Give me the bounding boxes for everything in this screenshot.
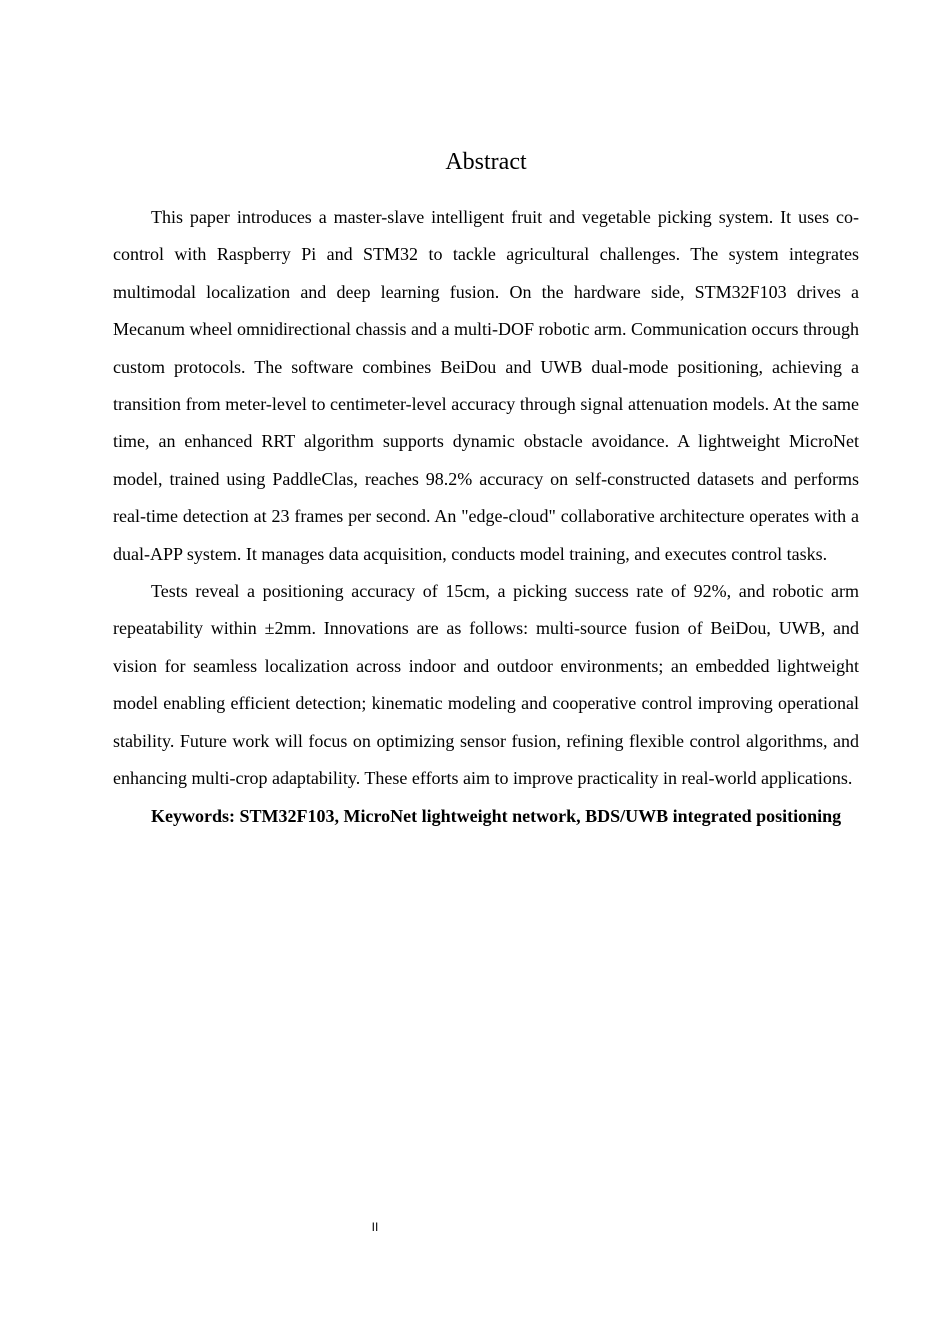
keywords-value: STM32F103, MicroNet lightweight network, BDS/UWB integrated positioning — [239, 805, 842, 826]
abstract-title: Abstract — [445, 149, 527, 175]
abstract-paragraph-2: Tests reveal a positioning accuracy of 15cm, a picking success rate of 92%, and robotic arm repeatability within ±2mm. Innovations are as follows: multi-source fusion of BeiDou, UWB, and vision for seamless localization across indoor and outdoor environments; an embedded lightweight model enabling efficient detection; kinematic modeling and cooperative control improving operational stability. Future work will focus on optimizing sensor fusion, refining flexible control algorithms, and enhancing multi-crop adaptability. These efforts aim to improve practicality in real-world applications. — [113, 581, 859, 789]
abstract-body — [113, 199, 859, 835]
keywords-label: Keywords: — [151, 805, 235, 826]
page-number: II — [371, 1220, 379, 1234]
keywords-line — [113, 798, 859, 835]
abstract-paragraph-1: This paper introduces a master-slave intelligent fruit and vegetable picking system. It uses co-control with Raspberry Pi and STM32 to tackle agricultural challenges. The system integrates multimodal localization and deep learning fusion. On the hardware side, STM32F103 drives a Mecanum wheel omnidirectional chassis and a multi-DOF robotic arm. Communication occurs through custom protocols. The software combines BeiDou and UWB dual-mode positioning, achieving a transition from meter-level to centimeter-level accuracy through signal attenuation models. At the same time, an enhanced RRT algorithm supports dynamic obstacle avoidance. A lightweight MicroNet model, trained using PaddleClas, reaches 98.2% accuracy on self-constructed datasets and performs real-time detection at 23 frames per second. An "edge-cloud" collaborative architecture operates with a dual-APP system. It manages data acquisition, conducts model training, and executes control tasks. — [113, 207, 859, 564]
